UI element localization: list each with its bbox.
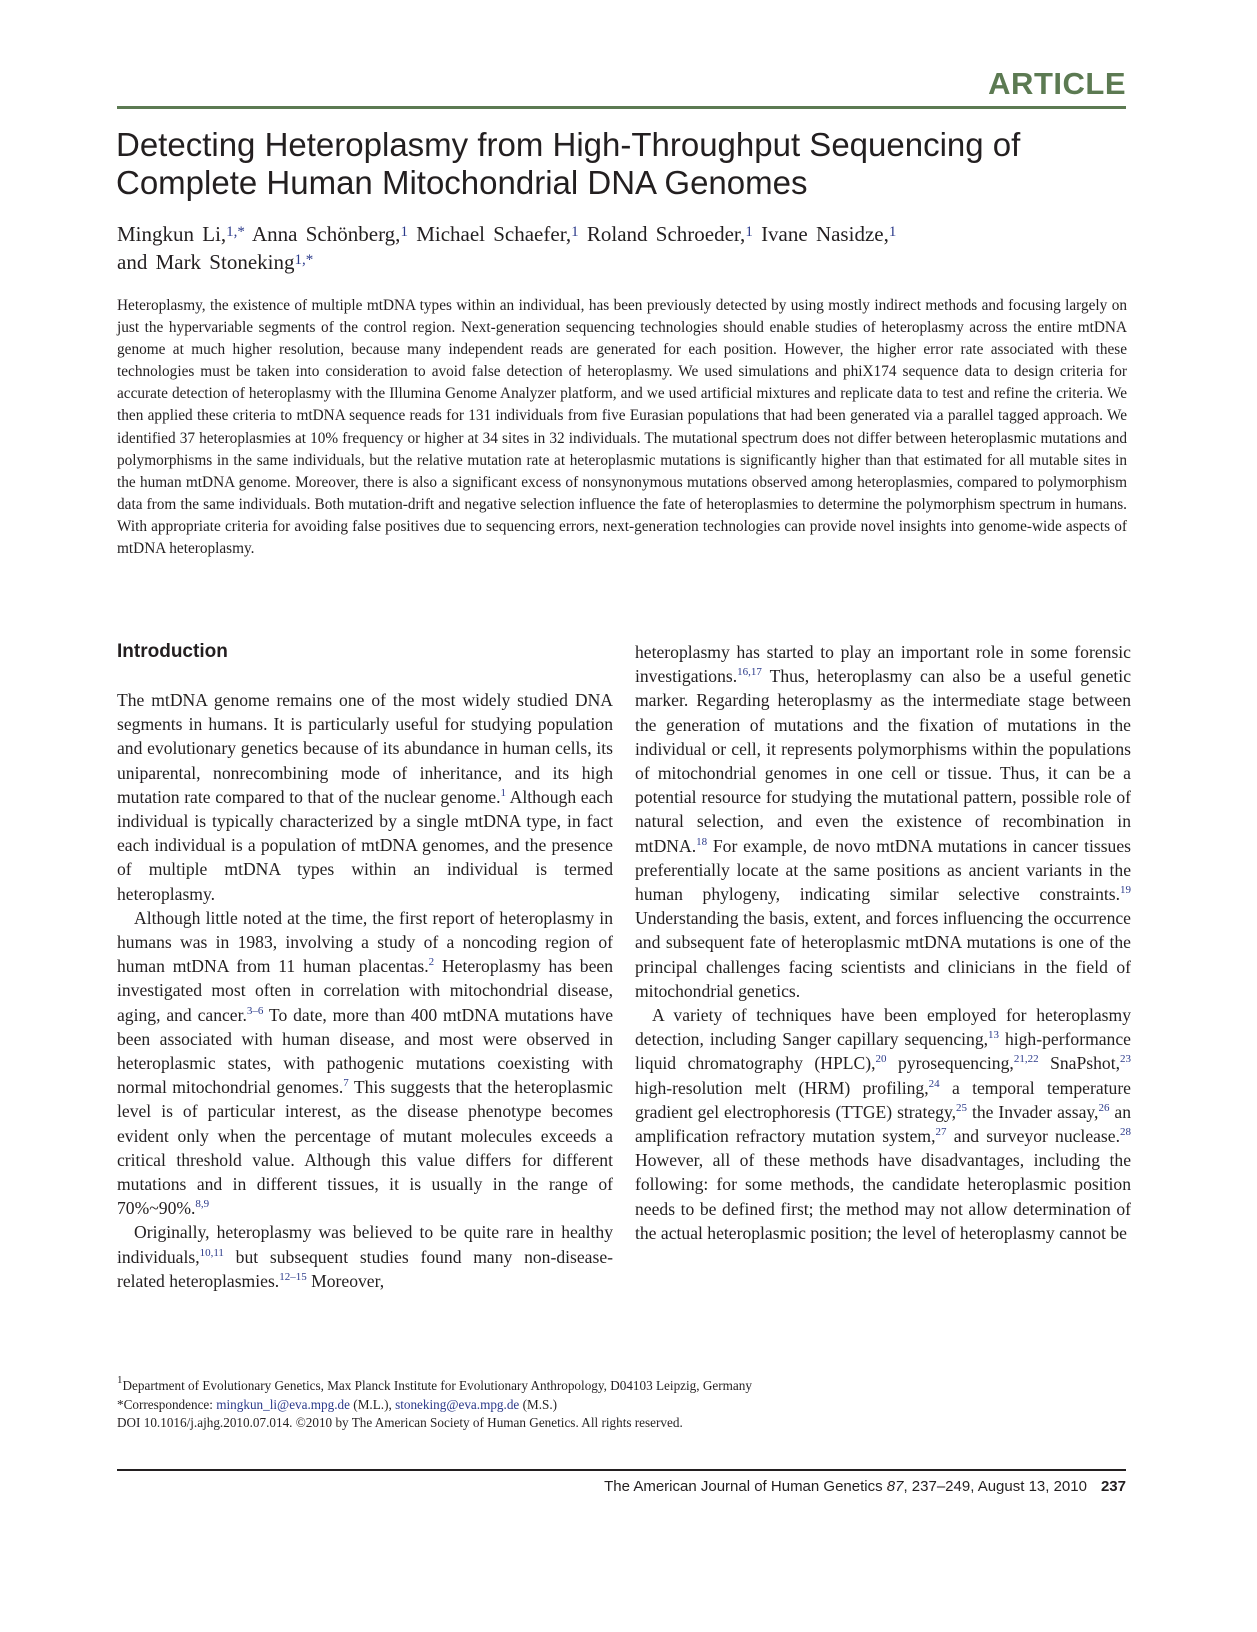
article-title: Detecting Heteroplasmy from High-Throughput Sequencing of Complete Human Mitochondrial DNA Genomes — [116, 126, 1021, 201]
citation-link[interactable]: 26 — [1098, 1101, 1110, 1114]
paragraph-text: heteroplasmy has started to play an important role in some forensic investigations. — [635, 642, 1131, 687]
paragraph-text: an amplification refractory mutation system, — [635, 1101, 1132, 1147]
doi-line: DOI 10.1016/j.ajhg.2010.07.014. ©2010 by The American Society of Human Genetics. All rights reserved. — [117, 1415, 683, 1430]
citation-link[interactable]: 1 — [500, 786, 506, 799]
citation-link[interactable]: 20 — [875, 1053, 887, 1066]
right-column — [635, 640, 1131, 1245]
journal-pages-date: , 237–249, August 13, 2010 — [903, 1478, 1087, 1495]
paragraph-text: high-performance liquid chromatography (HPLC), — [635, 1029, 1131, 1074]
paragraph-text: For example, de novo mtDNA mutations in cancer tissues preferentially locate at the same positions as ancient variants in the human phylogeny, indicating similar selective constraints. — [635, 835, 1131, 905]
affiliation-text: Department of Evolutionary Genetics, Max Planck Institute for Evolutionary Anthropology, D04103 Leipzig, Germany — [122, 1378, 752, 1393]
affiliation-footnote — [117, 1374, 1117, 1396]
paragraph-text: SnaPshot, — [1038, 1053, 1120, 1074]
citation-link[interactable]: 27 — [935, 1126, 947, 1139]
citation-link[interactable]: 28 — [1120, 1126, 1131, 1139]
author-name: Roland Schroeder, — [586, 222, 746, 246]
citation-link[interactable]: 24 — [928, 1077, 940, 1090]
paragraph-text: Although little noted at the time, the first report of heteroplasmy in humans was in 1983, involving a study of a noncoding region of human mtDNA from 11 human placentas. — [117, 907, 613, 977]
author-affiliation-mark: 1 — [888, 224, 897, 240]
journal-volume: 87 — [886, 1478, 904, 1495]
email-suffix-li: (M.L.), — [350, 1396, 396, 1412]
paragraph-text: pyrosequencing, — [886, 1053, 1014, 1074]
author-list — [117, 219, 1117, 275]
body-paragraph — [117, 1220, 613, 1293]
citation-link[interactable]: 12–15 — [279, 1270, 307, 1283]
abstract: Heteroplasmy, the existence of multiple mtDNA types within an individual, has been previously detected by using mostly indirect methods and focusing largely on just the hypervariable segments of the control region. Next-generation sequencing technologies should enable studies of heteroplasmy across the entire mtDNA genome at much higher resolution, because many independent reads are generated for each position. However, the higher error rate associated with these technologies must be taken into consideration to avoid false detection of heteroplasmy. We used simulations and phiX174 sequence data to design criteria for accurate detection of heteroplasmy with the Illumina Genome Analyzer platform, and we used artificial mixtures and replicate data to test and refine the criteria. We then applied these criteria to mtDNA sequence reads for 131 individuals from five Eurasian populations that had been generated via a parallel tagged approach. We identified 37 heteroplasmies at 10% frequency or higher at 34 sites in 32 individuals. The mutational spectrum does not differ between heteroplasmic mutations and polymorphisms in the same individuals, but the relative mutation rate at heteroplasmic mutations is significantly higher than that estimated for all mutable sites in the human mtDNA genome. Moreover, there is also a significant excess of nonsynonymous mutations observed among heteroplasmies, compared to polymorphism data from the same individuals. Both mutation-drift and negative selection influence the fate of heteroplasmies to determine the polymorphism spectrum in humans. With appropriate criteria for avoiding false positives due to sequencing errors, next-generation technologies can provide novel insights into genome-wide aspects of mtDNA heteroplasmy. — [117, 297, 1127, 558]
header-rule — [117, 106, 1126, 109]
citation-link[interactable]: 21,22 — [1013, 1053, 1039, 1066]
paragraph-text: Although each individual is typically characterized by a single mtDNA type, in fact each individual is a population of mtDNA genomes, and the presence of multiple mtDNA types within an individual is termed heteroplasmy. — [117, 786, 613, 904]
page-number: 237 — [1100, 1478, 1126, 1495]
paragraph-text: Moreover, — [306, 1270, 385, 1291]
body-paragraph — [635, 1003, 1131, 1245]
citation-link[interactable]: 25 — [956, 1101, 968, 1114]
citation-link[interactable]: 23 — [1120, 1053, 1131, 1066]
author-affiliation-mark: 1,* — [226, 224, 245, 240]
email-link-li[interactable]: mingkun_li@eva.mpg.de — [216, 1396, 350, 1412]
email-suffix-stoneking: (M.S.) — [519, 1396, 558, 1412]
paragraph-text: the Invader assay, — [967, 1101, 1099, 1122]
email-link-stoneking[interactable]: stoneking@eva.mpg.de — [395, 1396, 520, 1412]
author-name: Anna Schönberg, — [252, 222, 401, 246]
paragraph-text: Understanding the basis, extent, and forces influencing the occurrence and subsequent fate of heteroplasmic mtDNA mutations is one of the principal challenges facing scientists and clinicians in the field of mitochondrial genetics. — [635, 908, 1131, 1001]
author-affiliation-mark: 1 — [400, 224, 408, 240]
paragraph-text: However, all of these methods have disadvantages, including the following: for some methods, the candidate heteroplasmic position needs to be defined first; the method may not allow determination of the actual heteroplasmic position; the level of heteroplasmy cannot be — [635, 1150, 1131, 1243]
left-column — [117, 640, 613, 1293]
journal-name: The American Journal of Human Genetics — [604, 1478, 887, 1495]
paragraph-text: The mtDNA genome remains one of the most widely studied DNA segments in humans. It is particularly useful for studying population and evolutionary genetics because of its abundance in human cells, its uniparental, nonrecombining mode of inheritance, and its high mutation rate compared to that of the nuclear genome. — [117, 690, 613, 807]
author-name: Ivane Nasidze, — [761, 222, 889, 246]
author-name: Mingkun Li, — [117, 222, 227, 246]
citation-link[interactable]: 13 — [988, 1029, 1000, 1042]
footer-rule — [117, 1469, 1126, 1471]
paragraph-text: Heteroplasmy has been investigated most often in correlation with mitochondrial disease, aging, and cancer. — [117, 956, 613, 1025]
body-paragraph — [117, 688, 613, 906]
right-column-body — [635, 640, 1131, 1245]
body-paragraph — [117, 906, 613, 1221]
citation-link[interactable]: 19 — [1120, 884, 1131, 897]
paragraph-text: Thus, heteroplasmy can also be a useful genetic marker. Regarding heteroplasmy as the intermediate stage between the generation of mutations and the fixation of mutations in the individual or cell, it represents polymorphisms within the populations of mitochondrial genomes in one cell or tissue. Thus, it can be a potential resource for studying the mutational pattern, possible role of natural selection, and even the existence of recombination in mtDNA. — [635, 666, 1131, 856]
author-affiliation-mark: 1 — [745, 224, 753, 240]
citation-link[interactable]: 8,9 — [195, 1198, 210, 1211]
citation-link[interactable]: 10,11 — [199, 1246, 224, 1259]
paragraph-text: but subsequent studies found many non-disease-related heteroplasmies. — [117, 1246, 613, 1291]
paragraph-text: high-resolution melt (HRM) profiling, — [635, 1077, 929, 1098]
left-column-body — [117, 688, 613, 1293]
paragraph-text: This suggests that the heteroplasmic level is of particular interest, as the disease phenotype becomes evident only when the percentage of mutant molecules exceeds a critical threshold value. Although this value differs for different mutations and in different tissues, it is usually in the range of 70%~90%. — [117, 1077, 613, 1219]
affiliation-mark: 1 — [117, 1374, 123, 1386]
citation-link[interactable]: 16,17 — [737, 666, 762, 679]
author-name: Michael Schaefer, — [416, 222, 572, 246]
citation-link[interactable]: 3–6 — [246, 1004, 264, 1017]
correspondence-footnote — [117, 1396, 1117, 1415]
footnotes — [117, 1374, 1117, 1433]
paragraph-text: and surveyor nuclease. — [946, 1126, 1120, 1147]
author-name: and Mark Stoneking — [117, 250, 295, 274]
author-affiliation-mark: 1 — [571, 224, 579, 240]
paragraph-text: a temporal temperature gradient gel electrophoresis (TTGE) strategy, — [635, 1077, 1131, 1122]
section-heading-introduction: Introduction — [117, 641, 228, 662]
page-footer — [604, 1478, 1126, 1495]
paragraph-text: To date, more than 400 mtDNA mutations have been associated with human disease, and most were observed in heteroplasmic states, with pathogenic mutations coexisting with normal mitochondrial genomes. — [117, 1004, 613, 1098]
paragraph-text: Originally, heteroplasmy was believed to be quite rare in healthy individuals, — [117, 1222, 613, 1267]
author-affiliation-mark: 1,* — [294, 252, 314, 268]
body-paragraph — [635, 640, 1131, 1003]
correspondence-label: *Correspondence: — [117, 1396, 217, 1412]
article-type-label: ARTICLE — [988, 66, 1126, 101]
citation-link[interactable]: 2 — [428, 956, 435, 969]
citation-link[interactable]: 7 — [343, 1077, 349, 1090]
citation-link[interactable]: 18 — [696, 835, 708, 848]
paragraph-text: A variety of techniques have been employed for heteroplasmy detection, including Sanger capillary sequencing, — [635, 1005, 1131, 1050]
